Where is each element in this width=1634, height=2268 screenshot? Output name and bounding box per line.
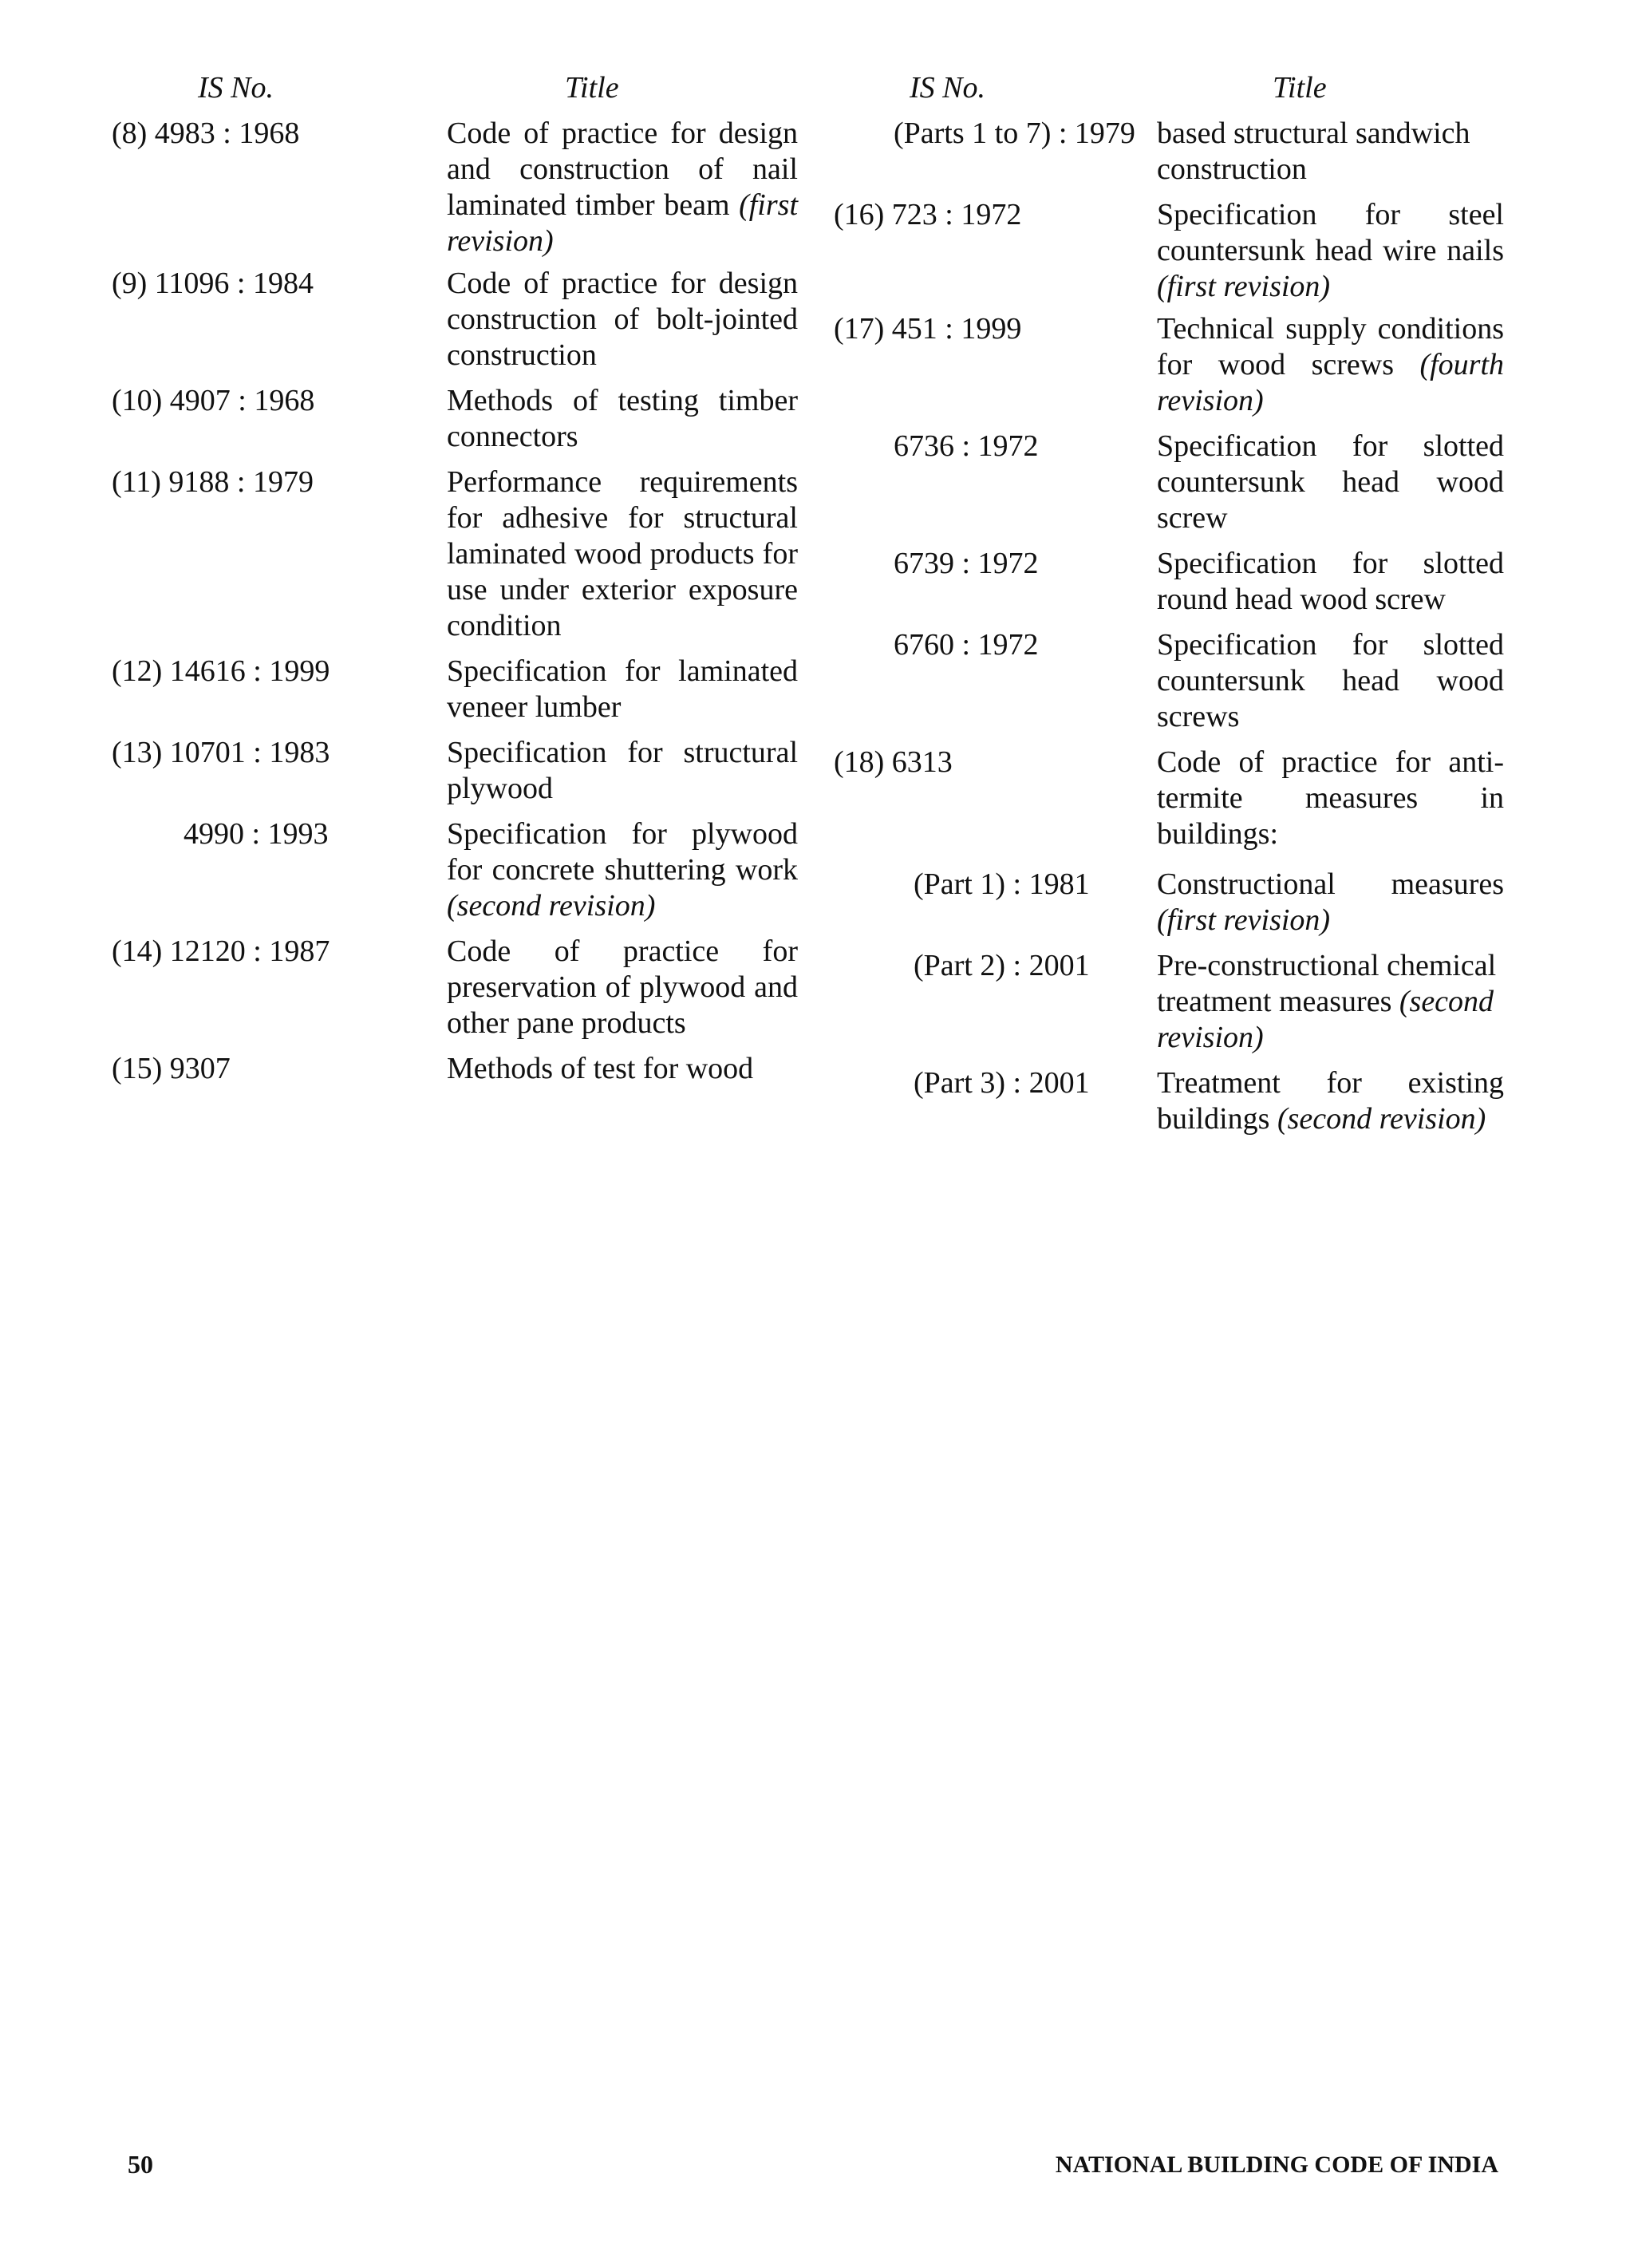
standard-entry [834,1065,1504,1137]
standard-title: Specification for structural plywood [447,736,798,805]
standard-entry [112,116,798,259]
standard-entry [834,311,1504,419]
is-number: (14) 12120 : 1987 [112,934,330,968]
revision-note: (first revision) [1157,270,1331,303]
is-number: (9) 11096 : 1984 [112,267,314,300]
left-title-header: Title [565,71,619,105]
standard-entry [834,116,1504,188]
is-number: (8) 4983 : 1968 [112,117,300,150]
is-number: (10) 4907 : 1968 [112,384,315,417]
standard-title: Constructional measures (first revision) [1157,867,1504,937]
is-number: 4990 : 1993 [184,817,329,851]
revision-note: (first revision) [1157,903,1331,937]
standard-entry [834,867,1504,938]
standard-title: based structural sandwich construction [1157,117,1470,186]
is-number: (12) 14616 : 1999 [112,654,330,688]
standard-title: Technical supply conditions for wood screws (fourth revision) [1157,312,1505,417]
standard-entry [834,197,1504,305]
left-column [112,116,798,1087]
is-number: (16) 723 : 1972 [834,198,1022,231]
revision-note: (second revision) [1157,985,1494,1054]
right-column [834,116,1504,1137]
standard-title: Performance requirements for adhesive for structural laminated wood products for use under exterior exposure condition [447,465,798,642]
standard-title: Specification for steel countersunk head wire nails (first revision) [1157,198,1504,303]
is-number: (15) 9307 [112,1052,231,1085]
running-footer-title: NATIONAL BUILDING CODE OF INDIA [1055,2151,1498,2178]
is-number: 6760 : 1972 [894,628,1039,662]
left-isno-header: IS No. [198,71,274,105]
standard-title: Methods of testing timber connectors [447,384,798,453]
standard-entry [834,546,1504,618]
standard-title: Specification for laminated veneer lumber [447,654,798,724]
revision-note: (first revision) [447,188,798,258]
standard-title: Code of practice for anti-termite measures in buildings: [1157,745,1504,851]
standard-title: Code of practice for design construction of bolt-jointed construction [447,267,798,372]
standard-entry [112,266,798,373]
standard-title: Pre-constructional chemical treatment measures (second revision) [1157,949,1497,1054]
standard-entry [112,1051,798,1087]
is-number: (17) 451 : 1999 [834,312,1022,346]
is-number: (13) 10701 : 1983 [112,736,330,769]
is-number: (Part 1) : 1981 [914,867,1090,901]
standard-entry [834,745,1504,852]
standard-title: Methods of test for wood [447,1052,754,1085]
standard-entry [112,816,798,924]
standard-title: Specification for slotted countersunk head wood screws [1157,628,1504,733]
standard-entry [834,627,1504,735]
is-number: (11) 9188 : 1979 [112,465,314,499]
is-number: (Part 3) : 2001 [914,1066,1090,1100]
standard-entry [834,948,1504,1056]
revision-note: (second revision) [1277,1102,1486,1136]
right-isno-header: IS No. [910,71,985,105]
revision-note: (fourth revision) [1157,348,1505,417]
standard-entry [112,934,798,1041]
standard-title: Specification for plywood for concrete shuttering work (second revision) [447,817,798,923]
standard-entry [112,383,798,455]
is-number: 6739 : 1972 [894,547,1039,580]
standard-title: Code of practice for preservation of plywood and other pane products [447,934,798,1040]
standard-title: Code of practice for design and construction of nail laminated timber beam (first revision) [447,117,798,258]
standard-title: Specification for slotted countersunk head wood screw [1157,429,1504,535]
standard-title: Treatment for existing buildings (second revision) [1157,1066,1504,1136]
standard-entry [834,429,1504,536]
standard-title: Specification for slotted round head wood screw [1157,547,1504,616]
is-number: (18) 6313 [834,745,953,779]
is-number: (Parts 1 to 7) : 1979 [894,117,1135,150]
standard-entry [112,735,798,807]
page-number: 50 [128,2150,153,2179]
revision-note: (second revision) [447,889,656,923]
is-number: (Part 2) : 2001 [914,949,1090,982]
is-number: 6736 : 1972 [894,429,1039,463]
standard-entry [112,654,798,725]
right-title-header: Title [1273,71,1327,105]
standard-entry [112,464,798,644]
